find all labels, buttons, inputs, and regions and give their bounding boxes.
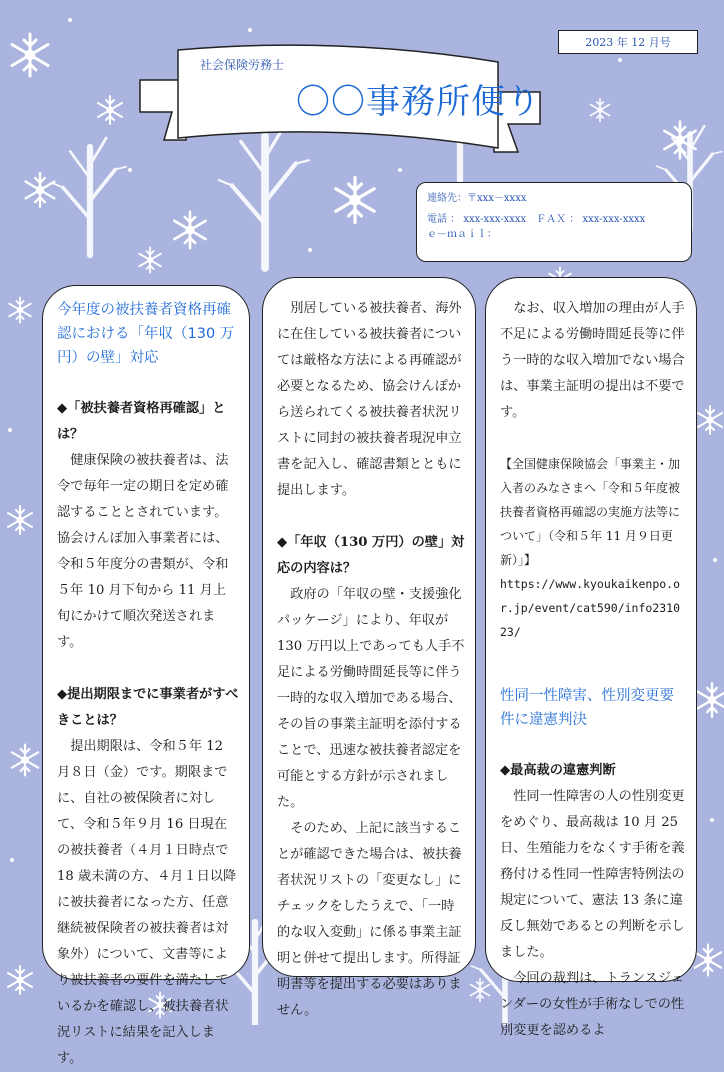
- contact-address: 連絡先：〒xxx－xxxx: [427, 193, 527, 204]
- contact-box: [416, 182, 692, 262]
- article1-reference: 【全国健康保険協会「事業主・加入者のみなさまへ「令和５年度被扶養者資格再確認の実施方法等について」（令和５年 11 月９日更新）」】: [500, 457, 681, 567]
- article-column-2: [262, 277, 476, 1018]
- article2-subheading-1: ◆最高裁の違憲判断: [500, 763, 616, 778]
- issue-date: 2023 年 12 月号: [558, 30, 698, 54]
- article1-paragraph-6: なお、収入増加の理由が人手不足による労働時間延長等に伴う一時的な収入増加でない場合は、事業主証明の提出は不要です。: [500, 301, 685, 420]
- article2-paragraph-2: 今回の裁判は、トランスジェンダーの女性が手術なしでの性別変更を認めるよ: [500, 971, 685, 1038]
- article1-subheading-2: ◆提出期限までに事業者がすべきことは？: [57, 687, 239, 728]
- article-column-3: [485, 277, 697, 1038]
- article1-paragraph-5: そのため、上記に該当することが確認できた場合は、被扶養者状況リストの「変更なし」にチェックをしたうえで、「一時的な収入変動」に係る事業主証明と併せて提出します。所得証明書等を提出する必要はありません。: [277, 821, 462, 1018]
- article1-paragraph-4: 政府の「年収の壁・支援強化パッケージ」により、年収が 130 万円以上であっても人手不足による労働時間延長等に伴う一時的な収入増加である場合、その旨の事業主証明を添付することで、迅速な被扶養者認定を可能とする方針が示されました。: [277, 587, 465, 810]
- newsletter-title: 〇〇事務所便り: [296, 82, 541, 122]
- article2-paragraph-1: 性同一性障害の人の性別変更をめぐり、最高裁は 10 月 25 日、生殖能力をなくす手術を義務付ける性同一性障害特例法の規定について、憲法 13 条に違反し無効であるとの判断を示しました。: [500, 789, 685, 960]
- article-column-1: [42, 285, 250, 1066]
- banner-subtitle: 社会保険労務士: [200, 58, 285, 72]
- article2-heading: 性同一性障害、性別変更要件に違憲判決: [500, 688, 674, 728]
- article1-subheading-1: ◆「被扶養者資格再確認」とは？: [57, 401, 226, 442]
- contact-email: ｅ－ｍａｉｌ：: [427, 229, 497, 240]
- article1-reference-url[interactable]: https://www.kyoukaikenpo.or.jp/event/cat590/info231023/: [500, 577, 681, 639]
- article1-paragraph-3: 別居している被扶養者、海外に在住している被扶養者については厳格な方法による再確認が必要となるため、協会けんぽから送られてくる被扶養者状況リストに同封の被扶養者現況申立書を記入し、確認書類とともに提出します。: [277, 301, 462, 498]
- article1-heading: 今年度の被扶養者資格再確認における「年収（130 万円）の壁」対応: [57, 302, 235, 366]
- article1-paragraph-2: 提出期限は、令和５年 12 月８日（金）です。期限までに、自社の被保険者に対して、令和５年９月 16 日現在の被扶養者（４月１日時点で 18 歳未満の方、４月１日以降に被扶養者になった方、任意継続被保険者の被扶養者は対象外）について、文書等により被扶養者の要件を満たしているかを確認し、被扶養者状況リストに結果を記入します。: [57, 739, 237, 1066]
- article1-paragraph-1: 健康保険の被扶養者は、法令で毎年一定の期日を定め確認することとされています。協会けんぽ加入事業者には、令和５年度分の書類が、令和５年 10 月下旬から 11 月上旬にかけて順次発送されます。: [57, 453, 229, 650]
- contact-phone-fax: 電話 ： xxx-xxx-xxxx ＦＡＸ ： xxx-xxx-xxxx: [427, 214, 646, 225]
- article1-subheading-3: ◆「年収（130 万円）の壁」対応の内容は？: [277, 535, 465, 576]
